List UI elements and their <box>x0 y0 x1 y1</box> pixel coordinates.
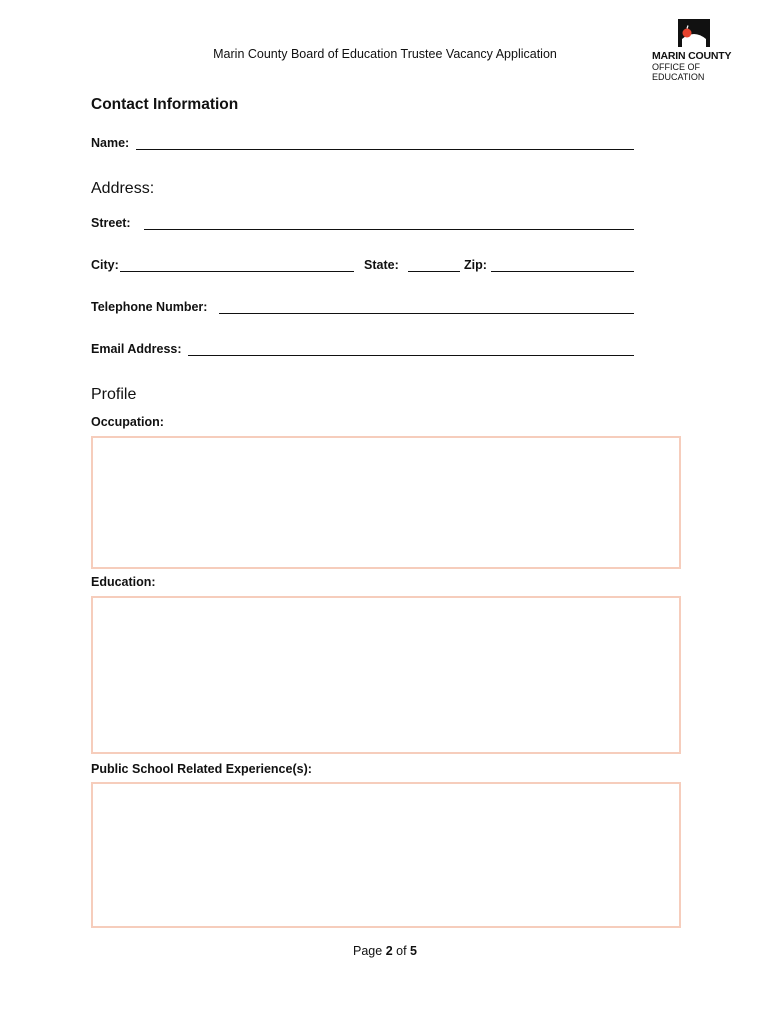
address-heading: Address: <box>91 180 155 197</box>
contact-information-heading: Contact Information <box>91 96 239 113</box>
email-label: Email Address: <box>91 342 182 356</box>
city-label: City: <box>91 258 119 272</box>
current-page: 2 <box>385 944 393 958</box>
name-field[interactable] <box>136 149 634 150</box>
telephone-label: Telephone Number: <box>91 300 208 314</box>
logo-line2: OFFICE OF EDUCATION <box>652 62 705 82</box>
name-label: Name: <box>91 136 130 150</box>
document-title: Marin County Board of Education Trustee Vacancy Application <box>213 47 557 61</box>
experience-label: Public School Related Experience(s): <box>91 762 312 776</box>
name-row <box>91 136 636 154</box>
zip-field[interactable] <box>491 271 634 272</box>
occupation-textarea[interactable] <box>91 436 681 569</box>
email-field[interactable] <box>188 355 634 356</box>
city-state-zip-row <box>91 258 636 276</box>
city-field[interactable] <box>120 271 354 272</box>
street-label: Street: <box>91 216 131 230</box>
zip-label: Zip: <box>464 258 487 272</box>
marin-county-office-of-education-logo <box>652 18 742 82</box>
of-word: of <box>396 944 407 958</box>
occupation-label: Occupation: <box>91 415 164 429</box>
telephone-row <box>91 300 636 318</box>
profile-heading: Profile <box>91 386 137 403</box>
page-word: Page <box>353 944 383 958</box>
email-row <box>91 342 636 360</box>
street-row <box>91 216 636 234</box>
state-label: State: <box>364 258 399 272</box>
education-textarea[interactable] <box>91 596 681 754</box>
street-field[interactable] <box>144 229 634 230</box>
experience-textarea[interactable] <box>91 782 681 928</box>
apple-icon <box>678 19 710 47</box>
page-number <box>0 944 770 958</box>
logo-line1: MARIN COUNTY <box>652 50 732 62</box>
state-field[interactable] <box>408 271 460 272</box>
telephone-field[interactable] <box>219 313 634 314</box>
education-label: Education: <box>91 575 156 589</box>
total-pages: 5 <box>410 944 417 958</box>
